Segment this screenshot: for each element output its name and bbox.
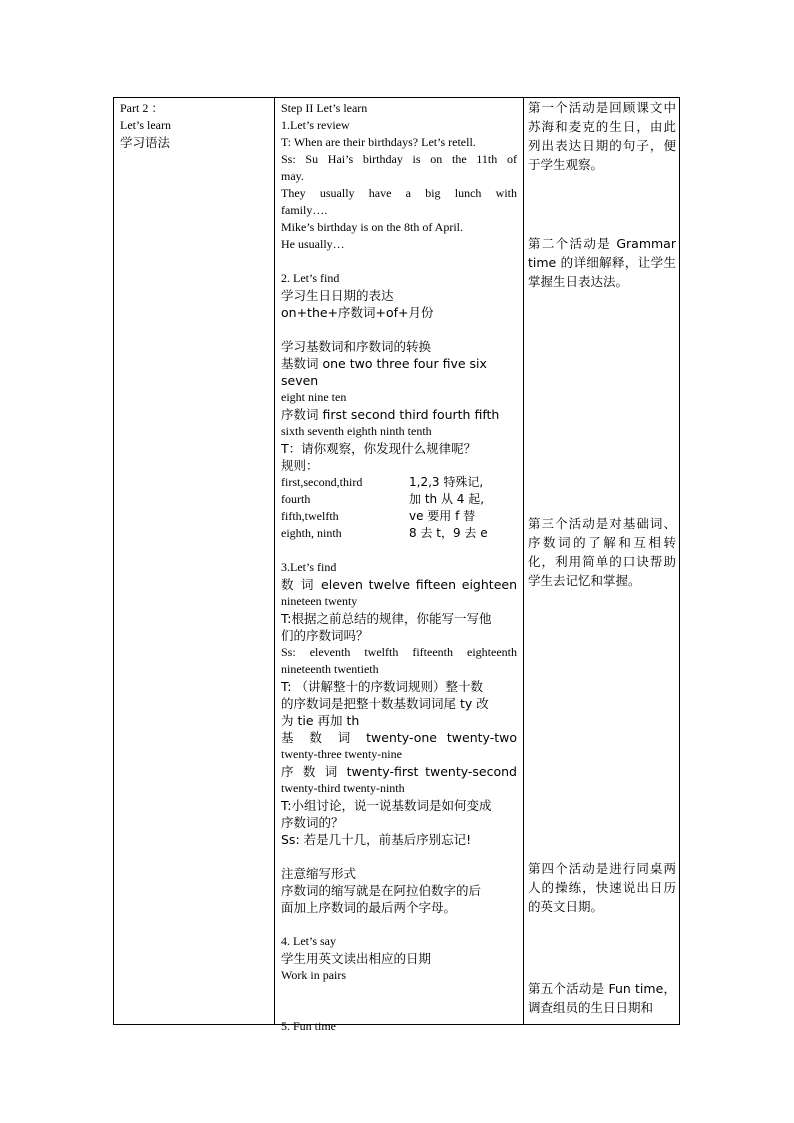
text-line: 数 词 eleven twelve fifteen eighteen <box>281 577 517 592</box>
text-line: Ss: Su Hai’s birthday is on the 11th of <box>281 152 517 166</box>
text-line: 们的序数词吗？ <box>281 628 369 643</box>
activity-title: 1.Let’s review <box>281 118 350 132</box>
text-line: They usually have a big lunch with <box>281 186 517 200</box>
text-line: twenty-third twenty-ninth <box>281 781 405 795</box>
text-line: 的序数词是把整十数基数词词尾 ty 改 <box>281 696 489 711</box>
rule-row: eighth, ninth 8 去 t，9 去 e <box>281 526 488 540</box>
text-line: 序数词的缩写就是在阿拉伯数字的后 <box>281 883 482 898</box>
text-line: 学习基数词和序数词的转换 <box>281 339 432 354</box>
activity-note: 第一个活动是回顾课文中苏海和麦克的生日，由此列出表达日期的句子，便于学生观察。 <box>528 100 676 172</box>
text-line: 为 tie 再加 th <box>281 713 360 728</box>
section-label: Let’s learn <box>120 118 171 132</box>
rule-row: fourth 加 th 从 4 起, <box>281 492 485 506</box>
activity-note: 第二个活动是 Grammar time 的详细解释，让学生掌握生日表达法。 <box>528 236 676 289</box>
step-title: Step II Let’s learn <box>281 101 368 115</box>
text-line: twenty-three twenty-nine <box>281 747 402 761</box>
activity-title: 5. Fun time <box>281 1019 337 1033</box>
activity-note: 第三个活动是对基础词、序数词的了解和互相转化，利用简单的口诀帮助学生去记忆和掌握。 <box>528 516 676 588</box>
section-label: Part 2 ： <box>120 101 164 115</box>
text-line: T：请你观察，你发现什么规律呢？ <box>281 441 477 456</box>
activity-title: 4. Let’s say <box>281 934 336 948</box>
activity-note: 第四个活动是进行同桌两人的操练，快速说出日历的英文日期。 <box>528 861 676 914</box>
text-line: T: When are their birthdays? Let’s retell. <box>281 135 476 149</box>
text-line: Ss: 若是几十几，前基后序别忘记! <box>281 832 472 847</box>
text-line: on+the+序数词+of+月份 <box>281 305 434 320</box>
text-line: nineteenth twentieth <box>281 662 379 676</box>
activity-title: 3.Let’s find <box>281 560 337 574</box>
lesson-plan-table <box>113 97 680 1033</box>
text-line: eight nine ten <box>281 390 347 404</box>
rule-row: fifth,twelfth ve 要用 f 替 <box>281 509 476 523</box>
text-line: 基数词 one two three four five six seven <box>281 356 487 388</box>
text-line: T: （讲解整十的序数词规则）整十数 <box>281 679 483 694</box>
text-line: 序数词 first second third fourth fifth <box>281 407 500 422</box>
text-line: 规则： <box>281 458 319 473</box>
text-line: 注意缩写形式 <box>281 866 357 881</box>
section-label: 学习语法 <box>120 135 171 150</box>
text-line: 面加上序数词的最后两个字母。 <box>281 900 457 915</box>
section-column <box>114 98 274 1024</box>
text-line: Work in pairs <box>281 968 347 982</box>
activity-note: 第五个活动是 Fun time，调查组员的生日日期和 <box>528 981 676 1015</box>
text-line: Mike’s birthday is on the 8th of April. <box>281 220 463 234</box>
text-line: T:根据之前总结的规律，你能写一写他 <box>281 611 492 626</box>
text-line: 序 数 词 twenty-first twenty-second <box>281 764 517 779</box>
text-line: Ss: eleventh twelfth fifteenth eighteenth <box>281 645 517 659</box>
text-line: family…. <box>281 203 328 217</box>
text-line: T:小组讨论，说一说基数词是如何变成 <box>281 798 492 813</box>
text-line: 基 数 词 twenty-one twenty-two <box>281 730 517 745</box>
text-line: He usually… <box>281 237 345 251</box>
text-line: may. <box>281 169 304 183</box>
notes-column <box>524 98 680 1024</box>
text-line: 学生用英文读出相应的日期 <box>281 951 432 966</box>
text-line: nineteen twenty <box>281 594 358 608</box>
procedure-column <box>275 98 523 1033</box>
activity-title: 2. Let’s find <box>281 271 340 285</box>
rule-row: first,second,third 1,2,3 特殊记, <box>281 475 484 489</box>
text-line: sixth seventh eighth ninth tenth <box>281 424 432 438</box>
text-line: 学习生日日期的表达 <box>281 288 394 303</box>
text-line: 序数词的？ <box>281 815 344 830</box>
